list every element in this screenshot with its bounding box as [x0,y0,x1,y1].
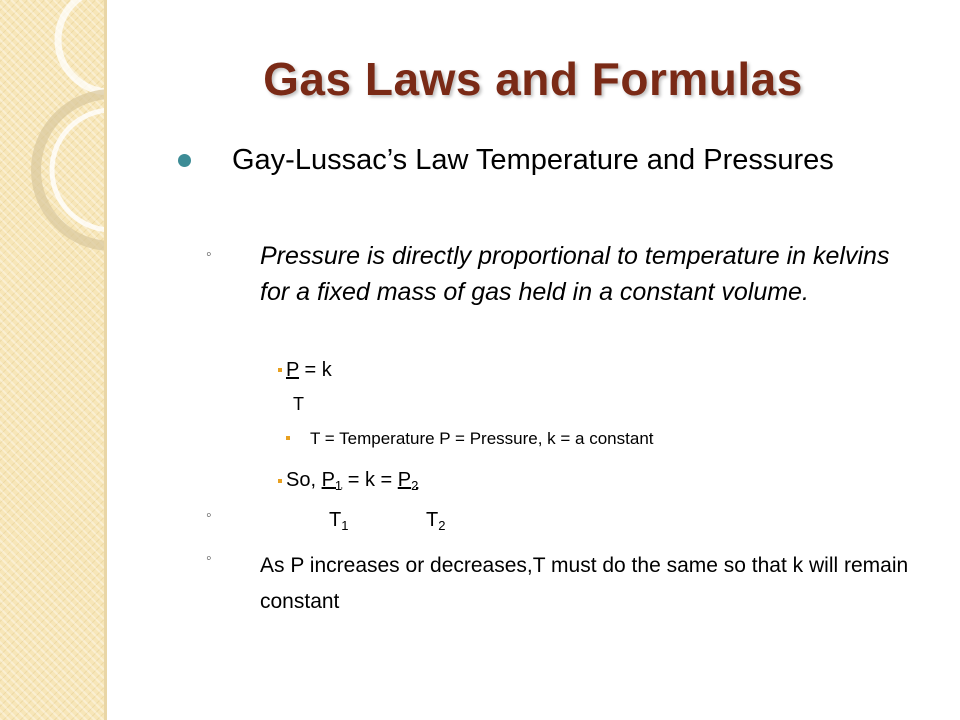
definition-text: Pressure is directly proportional to temperature in kelvins for a fixed mass of gas held in a constant volume. [260,242,890,306]
ratio-t2: $T_2$ [426,509,446,533]
decorative-circles [0,0,106,720]
ring-bullet-icon: ◦ [206,507,212,524]
ring-bullet-icon: ◦ [206,246,212,263]
ratio-p1: $P_1$ [321,469,343,493]
conclusion-text: As P increases or decreases,T must do the same so that k will remain constant [260,554,909,613]
ratio-t1: $T_1$ [329,509,349,533]
square-bullet-icon [278,368,282,372]
formula-equals-k: = k [298,359,332,381]
primary-bullet-icon [178,154,191,167]
decorative-side-strip [0,0,106,720]
ratio-middle: = k = [342,469,398,491]
ratio-line [286,468,418,498]
ratio-p2: $P_2$ [397,469,419,493]
square-bullet-icon [286,436,290,440]
formula-denominator: T [293,394,304,414]
formula-line [286,358,332,382]
heading-text: Gay-Lussac’s Law Temperature and Pressures [232,144,834,176]
ratio-prefix: So, [286,469,322,491]
slide-title: Gas Laws and Formulas [263,53,803,105]
strip-divider [104,0,107,720]
square-bullet-icon [278,479,282,483]
formula-numerator: P [286,359,299,381]
variables-note: T = Temperature P = Pressure, k = a constant [310,429,654,448]
ring-bullet-icon: ◦ [206,550,212,567]
